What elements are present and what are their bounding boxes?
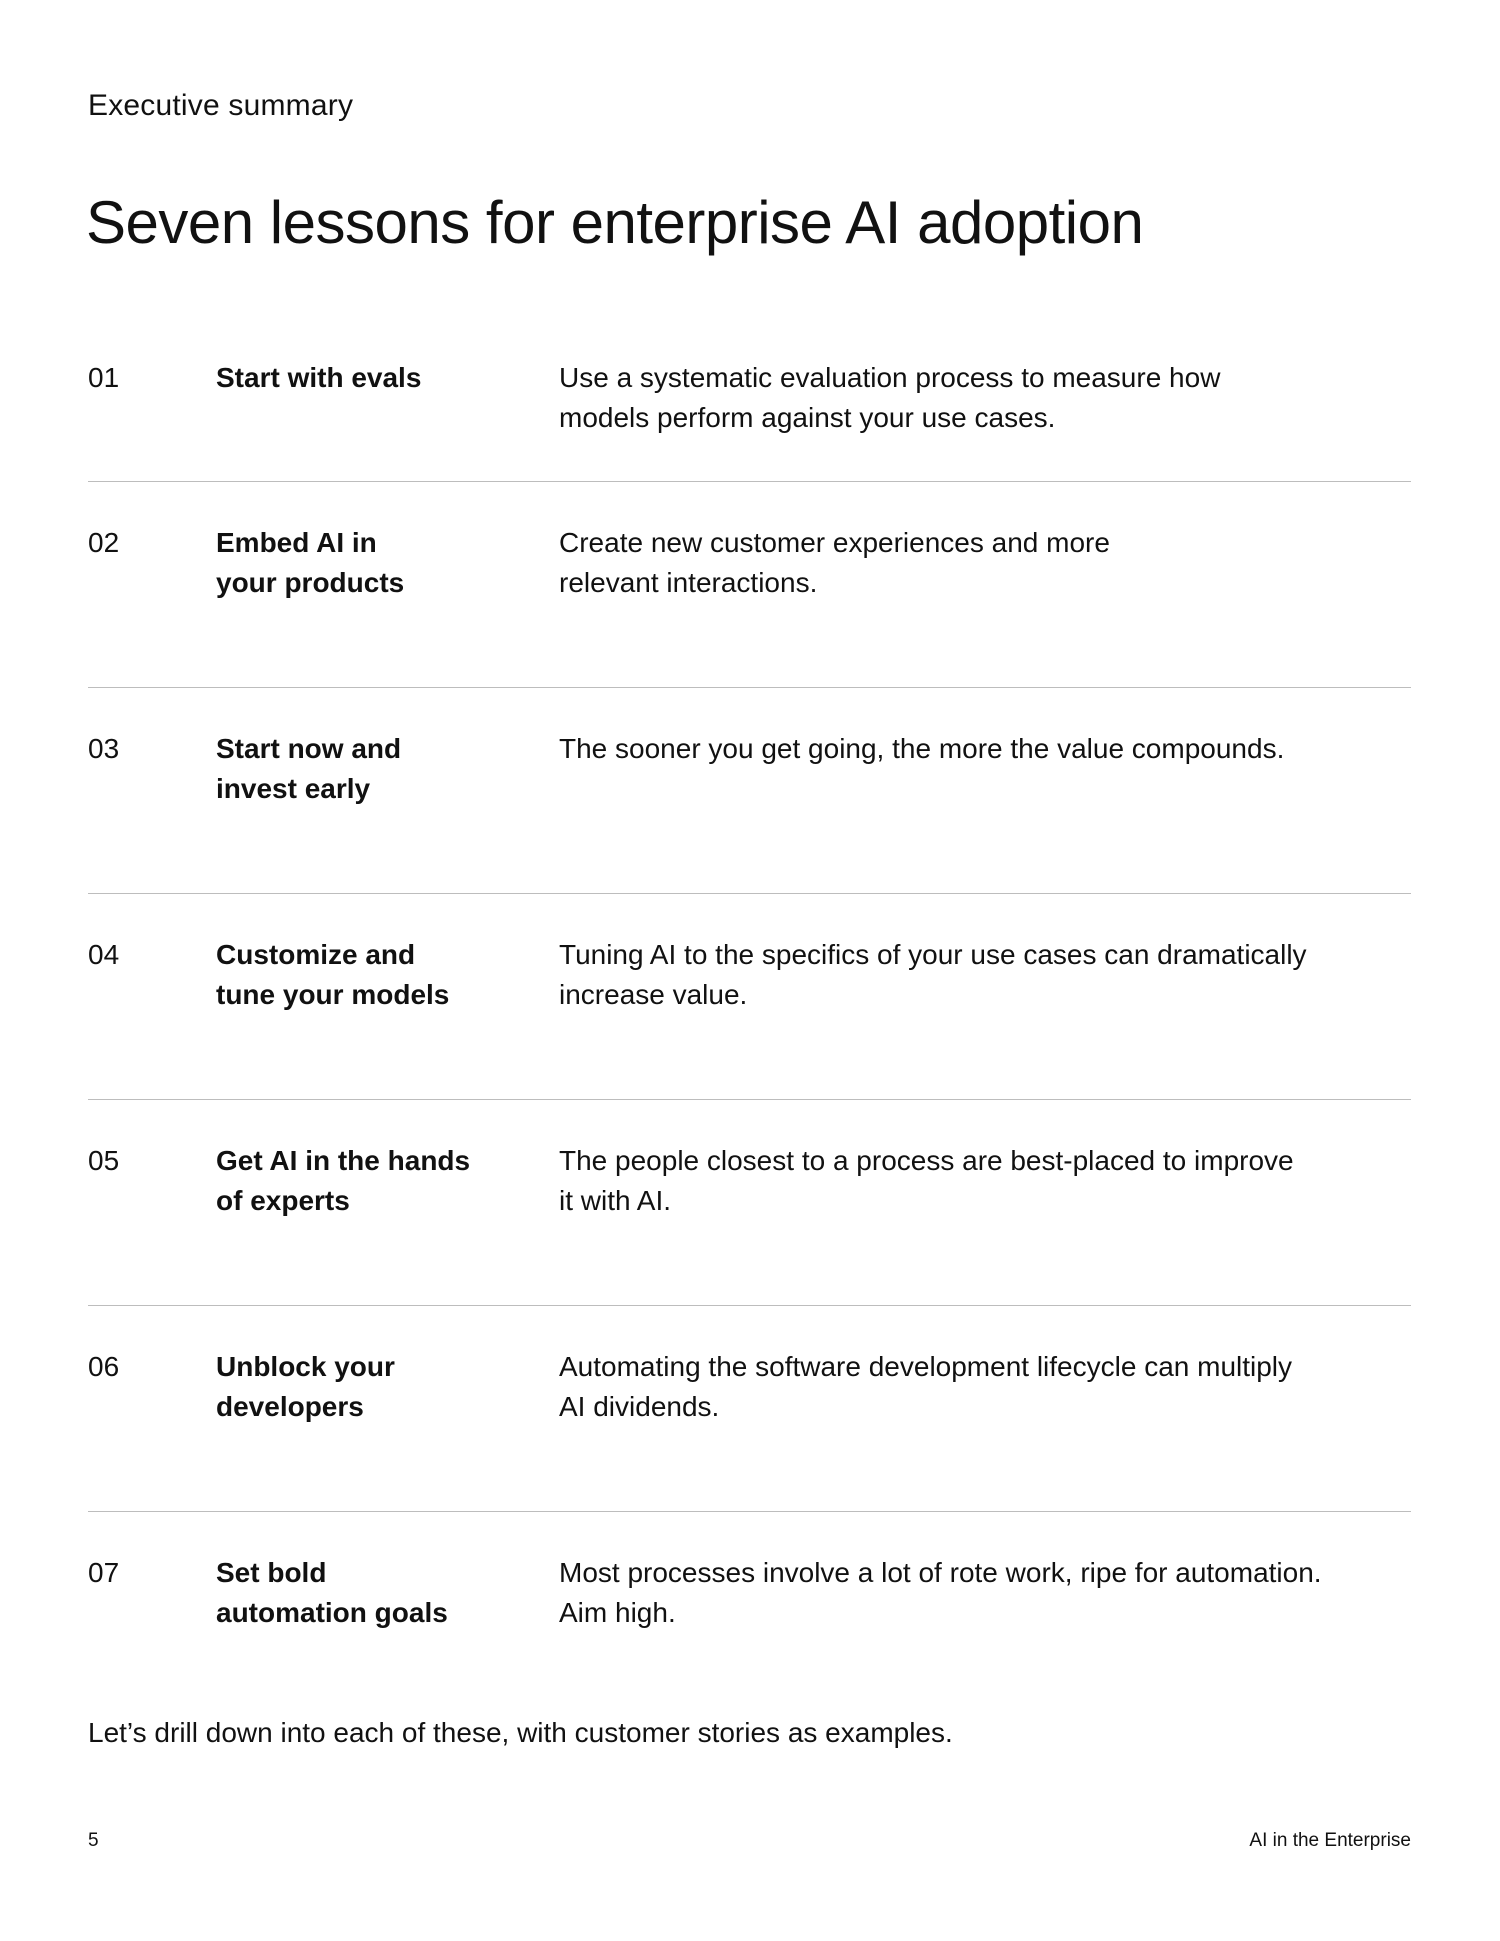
lesson-title-line: developers <box>216 1391 364 1422</box>
lesson-title-line: Unblock your <box>216 1351 395 1382</box>
lesson-row <box>88 358 1411 482</box>
lesson-row <box>88 935 1411 1100</box>
lesson-title-line: tune your models <box>216 979 450 1010</box>
lesson-description-line: models perform against your use cases. <box>559 402 1056 433</box>
footer-document-title: AI in the Enterprise <box>1249 1830 1411 1851</box>
lesson-row <box>88 1141 1411 1306</box>
page-title: Seven lessons for enterprise AI adoption <box>86 189 1144 256</box>
lesson-number: 02 <box>88 527 120 558</box>
lesson-title-line: Embed AI in <box>216 527 377 558</box>
lesson-description-line: The sooner you get going, the more the value compounds. <box>559 733 1285 764</box>
lesson-description-line: AI dividends. <box>559 1391 720 1422</box>
lesson-title-line: Set bold <box>216 1557 327 1588</box>
lesson-description-line: Use a systematic evaluation process to measure how <box>559 362 1221 393</box>
lesson-description-line: Tuning AI to the specifics of your use cases can dramatically <box>559 939 1307 970</box>
lesson-description-line: increase value. <box>559 979 748 1010</box>
lesson-title-line: Start now and <box>216 733 402 764</box>
lesson-description-line: Create new customer experiences and more <box>559 527 1110 558</box>
lesson-description-line: relevant interactions. <box>559 567 818 598</box>
lesson-number: 03 <box>88 733 120 764</box>
lesson-description <box>559 935 1411 1015</box>
lesson-number: 01 <box>88 362 120 393</box>
lesson-title-line: Customize and <box>216 939 416 970</box>
lesson-row <box>88 729 1411 894</box>
lesson-row <box>88 523 1411 688</box>
lesson-description <box>559 1347 1411 1427</box>
lesson-description <box>559 729 1411 769</box>
lessons-list <box>88 358 1411 1653</box>
closing-text: Let’s drill down into each of these, with customer stories as examples. <box>88 1717 953 1748</box>
footer-page-number: 5 <box>88 1830 99 1851</box>
lesson-number: 06 <box>88 1351 120 1382</box>
lesson-description-line: The people closest to a process are best-placed to improve <box>559 1145 1294 1176</box>
lesson-title-line: your products <box>216 567 405 598</box>
lesson-title <box>216 358 516 398</box>
lesson-title-line: automation goals <box>216 1597 448 1628</box>
lesson-title <box>216 729 516 809</box>
lesson-description <box>559 1141 1411 1221</box>
lesson-title-line: invest early <box>216 773 371 804</box>
lesson-description-line: Aim high. <box>559 1597 676 1628</box>
lesson-description-line: Most processes involve a lot of rote work, ripe for automation. <box>559 1557 1322 1588</box>
lesson-number: 07 <box>88 1557 120 1588</box>
lesson-title <box>216 523 516 603</box>
lesson-description <box>559 1553 1411 1633</box>
lesson-number: 05 <box>88 1145 120 1176</box>
lesson-title <box>216 1141 516 1221</box>
lesson-description <box>559 358 1411 438</box>
lesson-title-line: Start with evals <box>216 362 422 393</box>
lesson-title <box>216 1347 516 1427</box>
lesson-title-line: Get AI in the hands <box>216 1145 471 1176</box>
lesson-row <box>88 1347 1411 1512</box>
lesson-description-line: it with AI. <box>559 1185 672 1216</box>
lesson-description <box>559 523 1411 603</box>
lesson-title <box>216 1553 516 1633</box>
lesson-row <box>88 1553 1411 1653</box>
lesson-description-line: Automating the software development lifecycle can multiply <box>559 1351 1293 1382</box>
lesson-number: 04 <box>88 939 120 970</box>
lesson-title <box>216 935 516 1015</box>
lesson-title-line: of experts <box>216 1185 350 1216</box>
section-label: Executive summary <box>88 89 354 122</box>
